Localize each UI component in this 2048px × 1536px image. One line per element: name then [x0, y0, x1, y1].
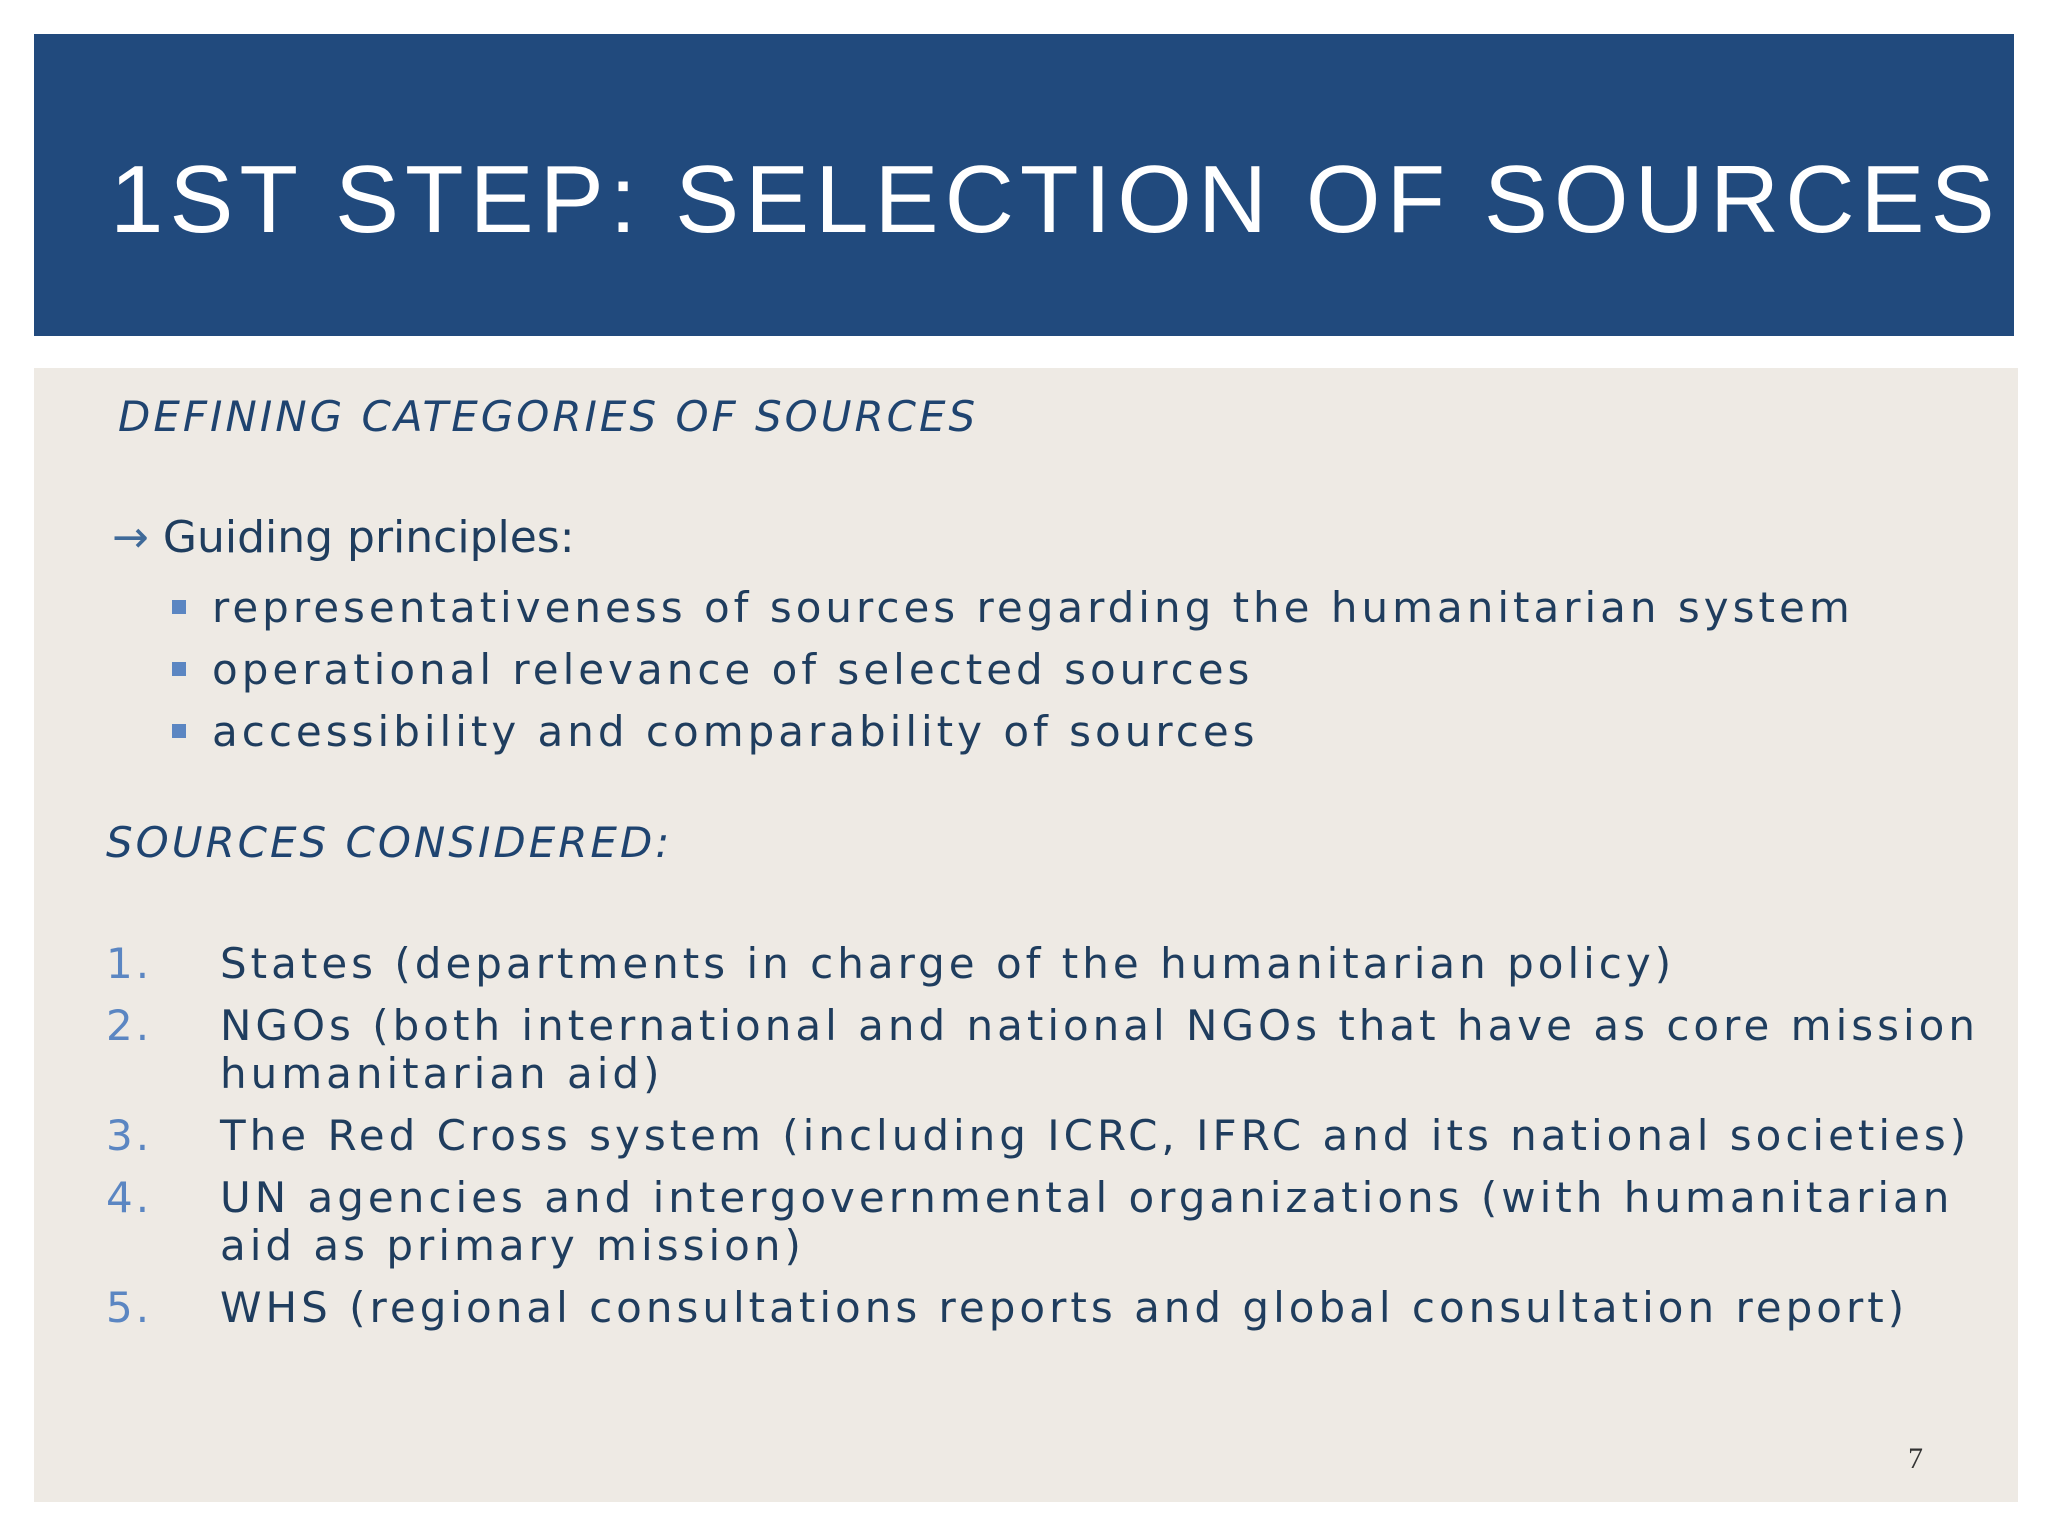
list-item [106, 1002, 2040, 1098]
guiding-principles-heading [112, 512, 575, 563]
list-number: 5. [106, 1283, 153, 1332]
list-number: 4. [106, 1173, 153, 1222]
source-text: WHS (regional consultations reports and global consultation report) [220, 1283, 1909, 1332]
section-heading-sources-considered: SOURCES CONSIDERED: [106, 818, 673, 867]
list-item [172, 700, 1854, 762]
list-number: 1. [106, 939, 153, 988]
arrow-right-icon: → [112, 512, 149, 563]
section-heading-defining-categories: DEFINING CATEGORIES OF SOURCES [118, 392, 979, 441]
list-item [172, 576, 1854, 638]
content-panel [34, 368, 2018, 1502]
slide-title: 1ST STEP: SELECTION OF SOURCES [110, 146, 2001, 253]
list-item [106, 1284, 2040, 1332]
title-bar [34, 34, 2014, 336]
list-item [106, 1112, 2040, 1160]
page-number: 7 [1908, 1442, 1923, 1475]
square-bullet-icon [172, 662, 186, 676]
list-item [106, 940, 2040, 988]
list-item [172, 638, 1854, 700]
principle-text: operational relevance of selected sources [212, 644, 1254, 694]
principle-text: accessibility and comparability of sources [212, 706, 1259, 756]
source-text: UN agencies and intergovernmental organizations (with humanitarian aid as primary mission) [220, 1173, 1954, 1270]
list-item [106, 1174, 2040, 1270]
sources-list [106, 940, 2040, 1346]
source-text: NGOs (both international and national NGOs that have as core mission humanitarian aid) [220, 1001, 1979, 1098]
square-bullet-icon [172, 724, 186, 738]
principle-text: representativeness of sources regarding the humanitarian system [212, 582, 1854, 632]
source-text: States (departments in charge of the humanitarian policy) [220, 939, 1676, 988]
list-number: 2. [106, 1001, 153, 1050]
list-number: 3. [106, 1111, 153, 1160]
guiding-principles-list [172, 576, 1854, 762]
source-text: The Red Cross system (including ICRC, IFRC and its national societies) [220, 1111, 1971, 1160]
square-bullet-icon [172, 600, 186, 614]
guiding-principles-label: Guiding principles: [162, 512, 575, 563]
